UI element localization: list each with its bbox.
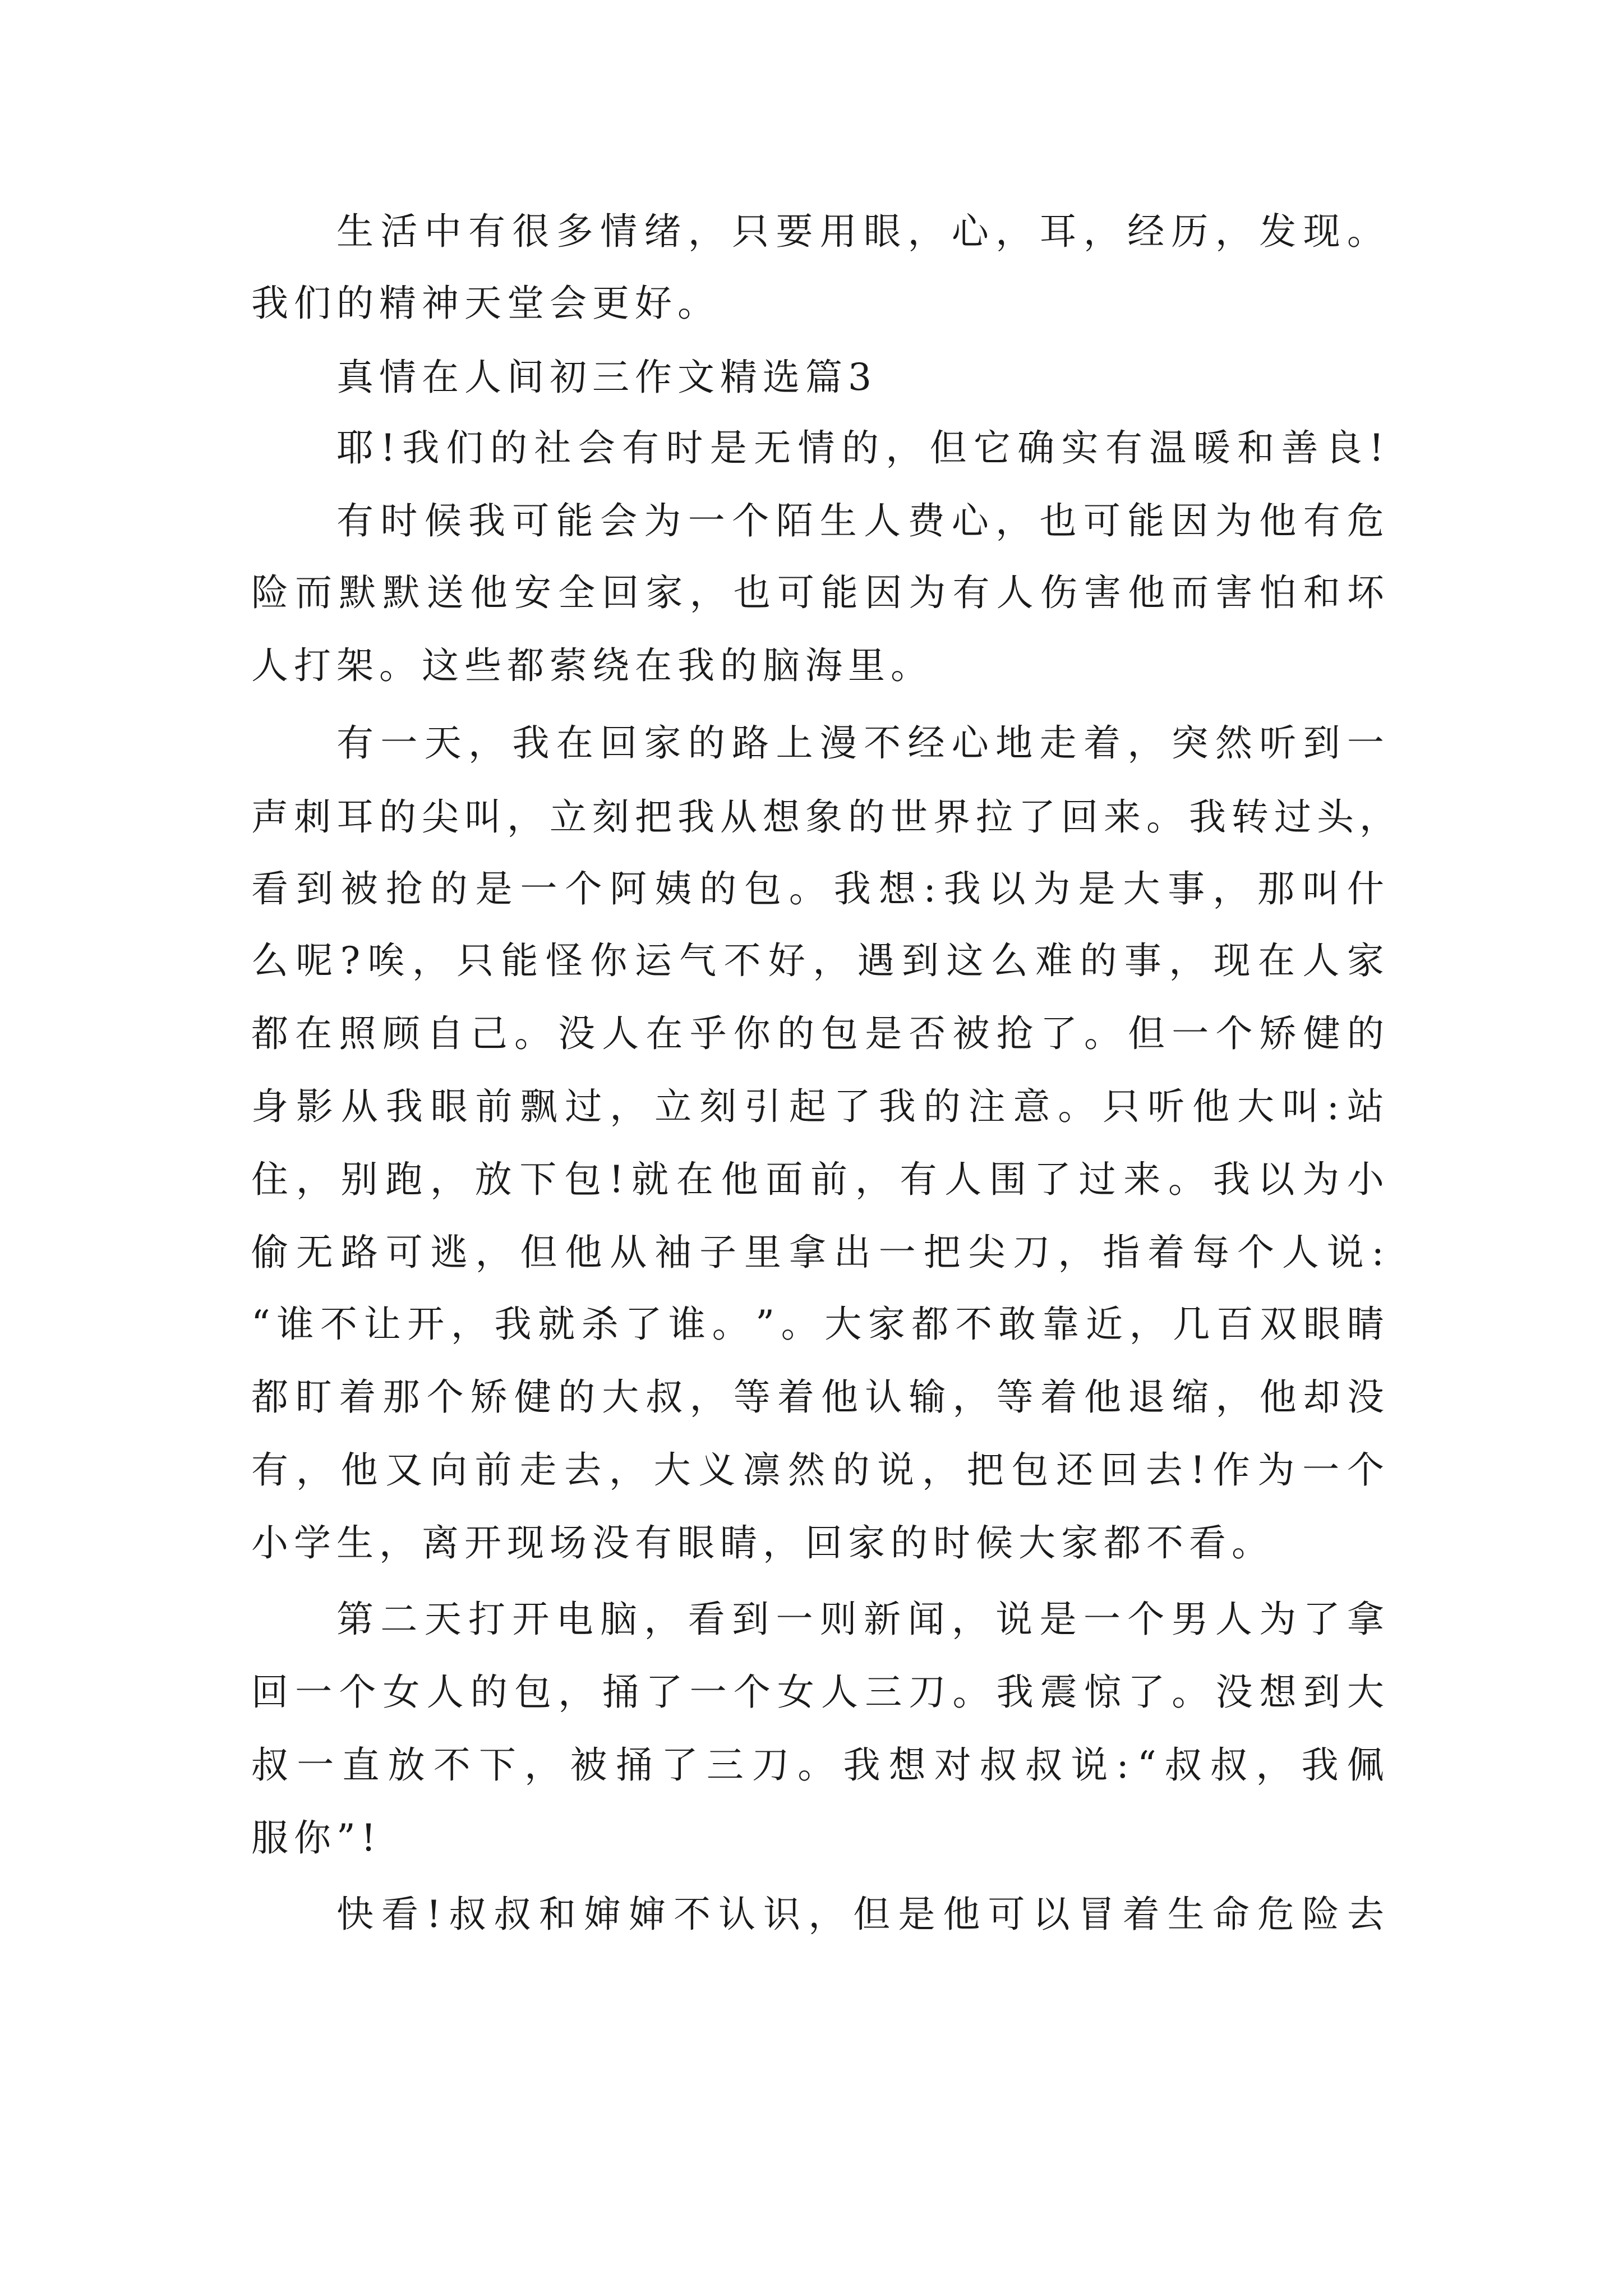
text-line: 叔 一 直 放 不 下 ， 被 捅 了 三 刀 。 我 想 对 叔 叔 说 : “ 叔 叔 ， 我 佩 [251,1743,1390,1787]
text-line: 都 在 照 顾 自 己 。 没 人 在 乎 你 的 包 是 否 被 抢 了 。 但 一 个 矫 健 的 [251,1012,1390,1055]
text-line: 住 ， 别 跑 ， 放 下 包 ! 就 在 他 面 前 ， 有 人 围 了 过 来 。 我 以 为 小 [251,1158,1390,1201]
text-line: 有 ， 他 又 向 前 走 去 ， 大 义 凛 然 的 说 ， 把 包 还 回 去 ! 作 为 一 个 [251,1448,1390,1492]
text-line: 身 影 从 我 眼 前 飘 过 ， 立 刻 引 起 了 我 的 注 意 。 只 听 他 大 叫 : 站 [251,1085,1390,1128]
text-line: 小学生，离开现场没有眼睛，回家的时候大家都不看。 [251,1521,1274,1565]
text-line: “ 谁 不 让 开 ， 我 就 杀 了 谁 。 ” 。 大 家 都 不 敢 靠 近 ， 几 百 双 眼 睛 [251,1303,1390,1346]
text-line: 声 刺 耳 的 尖 叫 ， 立 刻 把 我 从 想 象 的 世 界 拉 了 回 来 。 我 转 过 头 ， [251,795,1402,839]
text-line: 生 活 中 有 很 多 情 绪 ， 只 要 用 眼 ， 心 ， 耳 ， 经 历 ， 发 现 。 [336,210,1390,253]
text-line: 我们的精神天堂会更好。 [251,282,720,325]
text-line: 回 一 个 女 人 的 包 ， 捅 了 一 个 女 人 三 刀 。 我 震 惊 了 。 没 想 到 大 [251,1671,1390,1714]
text-line: 偷 无 路 可 逃 ， 但 他 从 袖 子 里 拿 出 一 把 尖 刀 ， 指 着 每 个 人 说 : [251,1231,1390,1274]
text-line: 耶 ! 我 们 的 社 会 有 时 是 无 情 的 ， 但 它 确 实 有 温 暖 和 善 良 ! [336,426,1390,470]
text-line: 有 一 天 ， 我 在 回 家 的 路 上 漫 不 经 心 地 走 着 ， 突 然 听 到 一 [336,721,1390,765]
text-line: 人打架。这些都萦绕在我的脑海里。 [251,644,933,687]
text-line: 险 而 默 默 送 他 安 全 回 家 ， 也 可 能 因 为 有 人 伤 害 他 而 害 怕 和 坏 [251,571,1390,614]
text-line: 看 到 被 抢 的 是 一 个 阿 姨 的 包 。 我 想 : 我 以 为 是 大 事 ， 那 叫 什 [251,867,1390,910]
text-line: 都 盯 着 那 个 矫 健 的 大 叔 ， 等 着 他 认 输 ， 等 着 他 退 缩 ， 他 却 没 [251,1375,1390,1419]
text-line: 快 看 ! 叔 叔 和 婶 婶 不 认 识 ， 但 是 他 可 以 冒 着 生 命 危 险 去 [336,1893,1390,1936]
text-line: 服你”! [251,1816,382,1860]
text-line: 么 呢 ? 唉 ， 只 能 怪 你 运 气 不 好 ， 遇 到 这 么 难 的 事 ， 现 在 人 家 [251,939,1390,982]
text-line: 第 二 天 打 开 电 脑 ， 看 到 一 则 新 闻 ， 说 是 一 个 男 人 为 了 拿 [336,1598,1390,1641]
text-line: 真情在人间初三作文精选篇3 [336,356,877,399]
text-line: 有 时 候 我 可 能 会 为 一 个 陌 生 人 费 心 ， 也 可 能 因 为 他 有 危 [336,499,1390,542]
